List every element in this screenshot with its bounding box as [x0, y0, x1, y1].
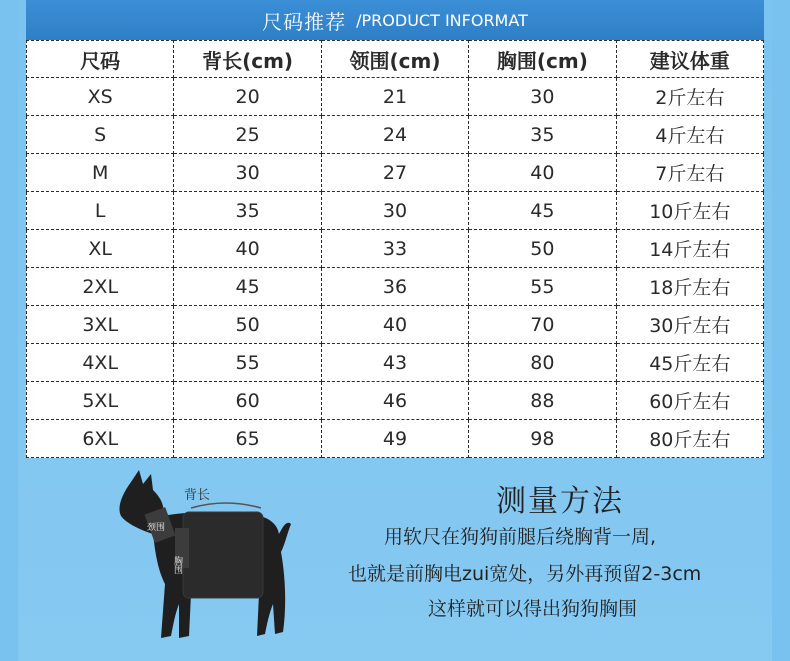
cell-weight: 45斤左右 — [616, 344, 763, 382]
cell-chest: 40 — [469, 154, 616, 192]
table-header-row — [27, 41, 764, 78]
cell-weight: 7斤左右 — [616, 154, 763, 192]
cell-chest: 45 — [469, 192, 616, 230]
cell-back: 55 — [174, 344, 321, 382]
table-row — [27, 306, 764, 344]
cell-back: 35 — [174, 192, 321, 230]
cell-chest: 35 — [469, 116, 616, 154]
chest-label: 胸围 — [172, 556, 182, 574]
cell-size: M — [27, 154, 174, 192]
cell-size: 3XL — [27, 306, 174, 344]
col-chest: 胸围(cm) — [469, 41, 616, 78]
cell-chest: 98 — [469, 420, 616, 458]
cell-size: L — [27, 192, 174, 230]
cell-back: 50 — [174, 306, 321, 344]
cell-chest: 55 — [469, 268, 616, 306]
table-row — [27, 116, 764, 154]
dog-vest — [183, 512, 263, 598]
cell-chest: 50 — [469, 230, 616, 268]
cell-back: 65 — [174, 420, 321, 458]
cell-neck: 30 — [321, 192, 468, 230]
header-title-en: /PRODUCT INFORMAT — [356, 10, 528, 30]
cell-neck: 43 — [321, 344, 468, 382]
header-title-cn: 尺码推荐 — [262, 9, 347, 34]
method-line-1: 用软尺在狗狗前腿后绕胸背一周, — [384, 526, 657, 548]
cell-size: 6XL — [27, 420, 174, 458]
method-line-3: 这样就可以得出狗狗胸围 — [428, 598, 638, 620]
cell-back: 60 — [174, 382, 321, 420]
back-length-label: 背长 — [184, 488, 211, 503]
cell-back: 40 — [174, 230, 321, 268]
cell-size: 4XL — [27, 344, 174, 382]
cell-weight: 30斤左右 — [616, 306, 763, 344]
table-row — [27, 382, 764, 420]
cell-weight: 10斤左右 — [616, 192, 763, 230]
cell-neck: 21 — [321, 78, 468, 116]
cell-chest: 30 — [469, 78, 616, 116]
col-weight: 建议体重 — [616, 41, 763, 78]
back-measure-arrow — [191, 503, 261, 508]
cell-neck: 46 — [321, 382, 468, 420]
col-back-length: 背长(cm) — [174, 41, 321, 78]
cell-size: 5XL — [27, 382, 174, 420]
table-row — [27, 344, 764, 382]
table-row — [27, 420, 764, 458]
table-row — [27, 192, 764, 230]
right-frame — [772, 0, 790, 661]
table-row — [27, 230, 764, 268]
left-frame — [0, 0, 18, 661]
cell-size: S — [27, 116, 174, 154]
measurement-section — [26, 456, 764, 661]
cell-neck: 36 — [321, 268, 468, 306]
cell-weight: 4斤左右 — [616, 116, 763, 154]
cell-weight: 18斤左右 — [616, 268, 763, 306]
cell-neck: 49 — [321, 420, 468, 458]
cell-neck: 24 — [321, 116, 468, 154]
cell-size: XS — [27, 78, 174, 116]
cell-size: XL — [27, 230, 174, 268]
table-header-bar — [26, 0, 764, 41]
table-row — [27, 268, 764, 306]
cell-back: 25 — [174, 116, 321, 154]
size-table — [26, 40, 764, 458]
cell-neck: 33 — [321, 230, 468, 268]
cell-back: 45 — [174, 268, 321, 306]
cell-back: 20 — [174, 78, 321, 116]
cell-chest: 70 — [469, 306, 616, 344]
cell-weight: 60斤左右 — [616, 382, 763, 420]
cell-back: 30 — [174, 154, 321, 192]
method-line-2: 也就是前胸电zui宽处，另外再预留2-3cm — [348, 563, 702, 585]
cell-size: 2XL — [27, 268, 174, 306]
cell-neck: 27 — [321, 154, 468, 192]
neck-label: 颈围 — [147, 523, 166, 533]
cell-weight: 2斤左右 — [616, 78, 763, 116]
col-neck: 领围(cm) — [321, 41, 468, 78]
cell-neck: 40 — [321, 306, 468, 344]
col-size: 尺码 — [27, 41, 174, 78]
table-row — [27, 154, 764, 192]
cell-weight: 14斤左右 — [616, 230, 763, 268]
table-row — [27, 78, 764, 116]
cell-chest: 80 — [469, 344, 616, 382]
method-title: 测量方法 — [496, 484, 624, 519]
cell-weight: 80斤左右 — [616, 420, 763, 458]
cell-chest: 88 — [469, 382, 616, 420]
